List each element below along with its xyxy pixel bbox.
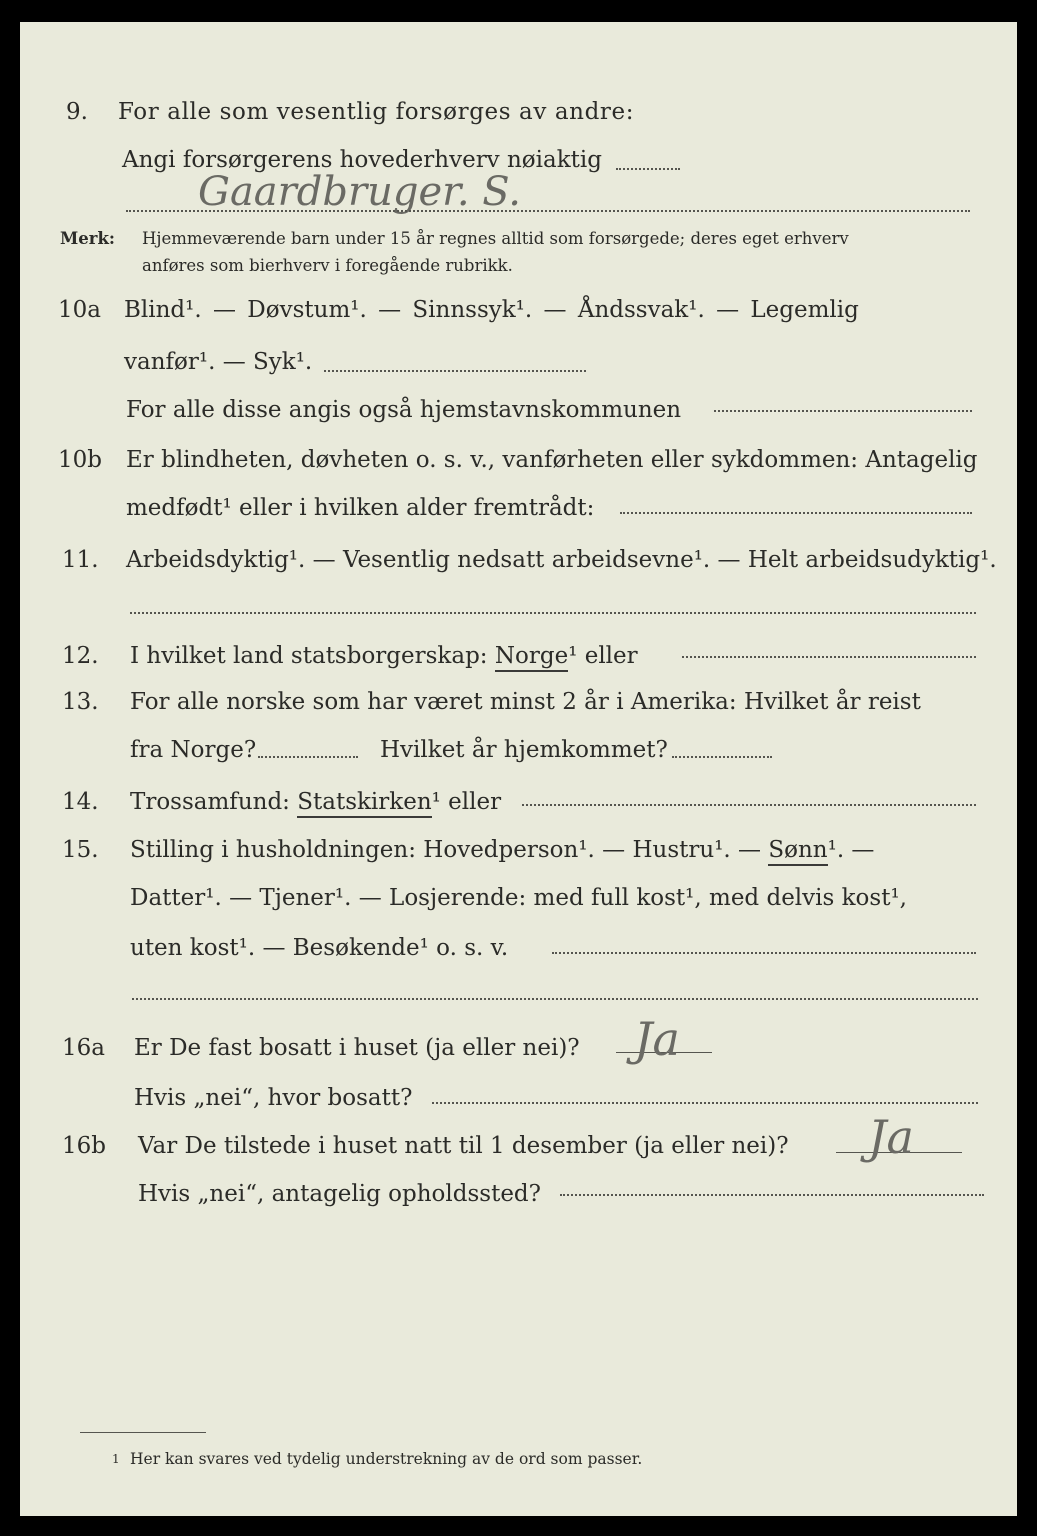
q15-household-line — [130, 836, 874, 864]
q14-prompt: Trossamfund: — [130, 789, 290, 815]
q15-fill-line-2 — [132, 998, 978, 1000]
q14-fill-line — [522, 804, 976, 806]
q16a-fill-line-2 — [432, 1102, 978, 1104]
q13-number: 13. — [62, 689, 99, 715]
q13-left-norway-prompt: fra Norge? — [130, 737, 257, 763]
q16b-handwritten-answer: Ja — [868, 1110, 914, 1164]
q15-household-suffix: ¹. — — [827, 837, 875, 863]
q14-religion-line — [130, 788, 501, 816]
q10b-question-line-2: medfødt¹ eller i hvilken alder fremtrådt: — [126, 495, 595, 521]
q9-fill-line-1 — [616, 168, 680, 170]
q9-fill-line-2 — [126, 210, 970, 212]
q10a-fill-line-2 — [714, 410, 972, 412]
q15-underlined-answer: Sønn — [768, 837, 827, 866]
q14-suffix: ¹ eller — [431, 789, 502, 815]
footnote-rule — [80, 1432, 206, 1433]
q10a-number: 10a — [58, 297, 101, 323]
q15-household-text: Stilling i husholdningen: Hovedperson¹. — Hustru¹. — — [130, 837, 762, 863]
q16a-permanent-resident-prompt: Er De fast bosatt i huset (ja eller nei)? — [134, 1035, 580, 1061]
q10b-question-line: Er blindheten, døvheten o. s. v., vanførheten eller sykdommen: Antagelig — [126, 447, 978, 473]
merk-label: Merk: — [60, 229, 115, 248]
q13-america-line: For alle norske som har været minst 2 år i Amerika: Hvilket år reist — [130, 689, 921, 715]
q16a-number: 16a — [62, 1035, 105, 1061]
q12-fill-line — [682, 656, 976, 658]
q12-suffix: ¹ eller — [568, 643, 638, 669]
q15-household-line-2: Datter¹. — Tjener¹. — Losjerende: med full kost¹, med delvis kost¹, — [130, 885, 907, 911]
q10b-number: 10b — [58, 447, 102, 473]
merk-text-1: Hjemmeværende barn under 15 år regnes alltid som forsørgede; deres eget erhverv — [142, 229, 849, 248]
q9-handwritten-answer: Gaardbruger. S. — [198, 169, 521, 215]
q12-underlined-answer: Norge — [495, 643, 568, 672]
footnote-text: Her kan svares ved tydelig understrekning av de ord som passer. — [130, 1450, 643, 1468]
q16b-fill-line-2 — [560, 1194, 984, 1196]
q16b-whereabouts-prompt: Hvis „nei“, antagelig opholdssted? — [138, 1181, 541, 1207]
q10a-conditions-line: Blind¹. — Døvstum¹. — Sinnssyk¹. — Åndssvak¹. — Legemlig — [124, 297, 859, 323]
census-form-page — [20, 22, 1017, 1516]
q15-household-line-3: uten kost¹. — Besøkende¹ o. s. v. — [130, 935, 509, 961]
q10a-fill-line-1 — [324, 370, 586, 372]
q9-number: 9. — [66, 99, 88, 125]
q10b-fill-line — [620, 512, 972, 514]
q9-title: For alle som vesentlig forsørges av andre: — [118, 99, 635, 125]
q15-fill-line-1 — [552, 952, 976, 954]
q16a-where-resident-prompt: Hvis „nei“, hvor bosatt? — [134, 1085, 413, 1111]
q16b-number: 16b — [62, 1133, 106, 1159]
q16b-present-prompt: Var De tilstede i huset natt til 1 desember (ja eller nei)? — [138, 1133, 789, 1159]
footnote-mark: 1 — [112, 1452, 120, 1466]
q13-fill-line-2 — [672, 756, 772, 758]
q16a-handwritten-answer: Ja — [634, 1012, 680, 1066]
q10a-home-municipality-prompt: For alle disse angis også hjemstavnskommunen — [126, 397, 682, 423]
q15-number: 15. — [62, 837, 99, 863]
q10a-conditions-line-2: vanfør¹. — Syk¹. — [124, 349, 313, 375]
q12-citizenship-line — [130, 642, 638, 670]
q11-fill-line — [130, 612, 976, 614]
q14-underlined-answer: Statskirken — [297, 789, 431, 818]
q12-prompt: I hvilket land statsborgerskap: — [130, 643, 488, 669]
q13-returned-prompt: Hvilket år hjemkommet? — [380, 737, 668, 763]
q13-fill-line-1 — [258, 756, 358, 758]
q12-number: 12. — [62, 643, 99, 669]
merk-text-2: anføres som bierhverv i foregående rubrikk. — [142, 256, 513, 275]
q9-occupation-prompt: Angi forsørgerens hovederhverv nøiaktig — [122, 147, 602, 173]
q11-number: 11. — [62, 547, 99, 573]
q14-number: 14. — [62, 789, 99, 815]
q11-work-capacity-line: Arbeidsdyktig¹. — Vesentlig nedsatt arbeidsevne¹. — Helt arbeidsudyktig¹. — [126, 547, 997, 573]
